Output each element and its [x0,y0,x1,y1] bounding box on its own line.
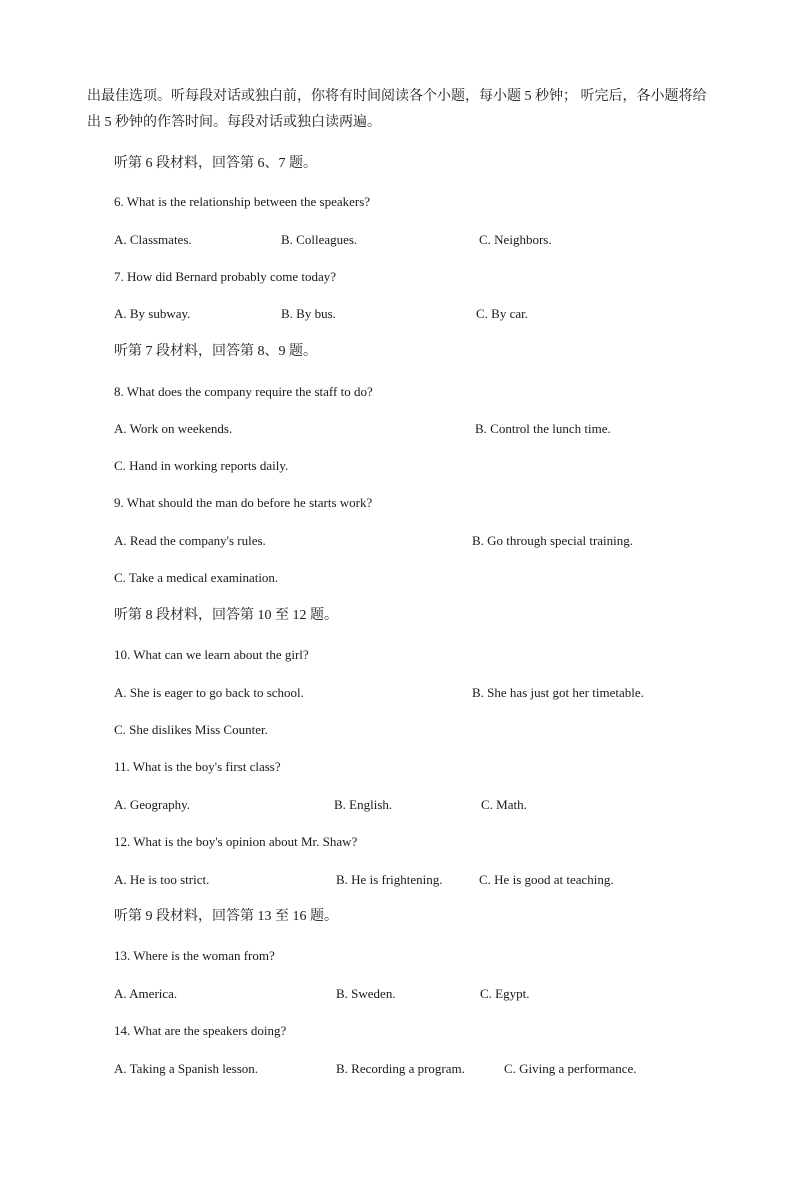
listening-instructions: 出最佳选项。听每段对话或独白前，你将有时间阅读各个小题，每小题 5 秒钟； 听完后，各小题将给出 5 秒钟的作答时间。每段对话或独白读两遍。 [87,89,707,130]
question-8-option-b: B. Control the lunch time. [475,421,611,436]
section-heading-9: 听第 9 段材料，回答第 13 至 16 题。 [114,909,338,924]
question-6-option-c: C. Neighbors. [479,232,552,247]
question-10-stem: 10. What can we learn about the girl? [114,647,309,662]
question-12-options [114,871,714,889]
question-12-option-a: A. He is too strict. [114,872,210,887]
question-13-option-b: B. Sweden. [336,986,396,1001]
question-6-option-b: B. Colleagues. [281,232,358,247]
question-9-option-c: C. Take a medical examination. [114,570,279,585]
question-13-stem: 13. Where is the woman from? [114,948,275,963]
question-10-options-ab [114,684,714,702]
question-14-option-b: B. Recording a program. [336,1061,465,1076]
question-12-option-b: B. He is frightening. [336,872,443,887]
question-14-options [114,1060,714,1078]
question-8-options-ab [114,420,714,438]
question-13-options [114,985,714,1003]
question-7-option-b: B. By bus. [281,306,336,321]
section-heading-8: 听第 8 段材料，回答第 10 至 12 题。 [114,608,338,623]
section-heading-7: 听第 7 段材料，回答第 8、9 题。 [114,344,317,359]
question-7-options [114,305,714,323]
question-12-stem: 12. What is the boy's opinion about Mr. Shaw? [114,834,358,849]
question-13-option-a: A. America. [114,986,178,1001]
section-heading-6: 听第 6 段材料，回答第 6、7 题。 [114,156,317,171]
question-11-option-c: C. Math. [481,797,527,812]
question-10-option-a: A. She is eager to go back to school. [114,685,304,700]
question-8-option-a: A. Work on weekends. [114,421,233,436]
question-9-option-a: A. Read the company's rules. [114,533,266,548]
question-11-option-a: A. Geography. [114,797,191,812]
question-8-option-c: C. Hand in working reports daily. [114,458,289,473]
question-6-options [114,231,714,249]
question-7-stem: 7. How did Bernard probably come today? [114,269,337,284]
question-9-stem: 9. What should the man do before he starts work? [114,495,373,510]
question-9-option-b: B. Go through special training. [472,533,634,548]
question-10-option-c: C. She dislikes Miss Counter. [114,722,268,737]
question-14-stem: 14. What are the speakers doing? [114,1023,287,1038]
question-11-options [114,796,714,814]
question-12-option-c: C. He is good at teaching. [479,872,614,887]
question-6-stem: 6. What is the relationship between the speakers? [114,194,371,209]
question-9-options-ab [114,532,714,550]
question-8-stem: 8. What does the company require the staff to do? [114,384,373,399]
question-14-option-a: A. Taking a Spanish lesson. [114,1061,259,1076]
question-7-option-c: C. By car. [476,306,528,321]
question-14-option-c: C. Giving a performance. [504,1061,637,1076]
question-6-option-a: A. Classmates. [114,232,192,247]
question-10-option-b: B. She has just got her timetable. [472,685,644,700]
question-13-option-c: C. Egypt. [480,986,530,1001]
question-11-option-b: B. English. [334,797,393,812]
question-11-stem: 11. What is the boy's first class? [114,759,281,774]
question-7-option-a: A. By subway. [114,306,191,321]
